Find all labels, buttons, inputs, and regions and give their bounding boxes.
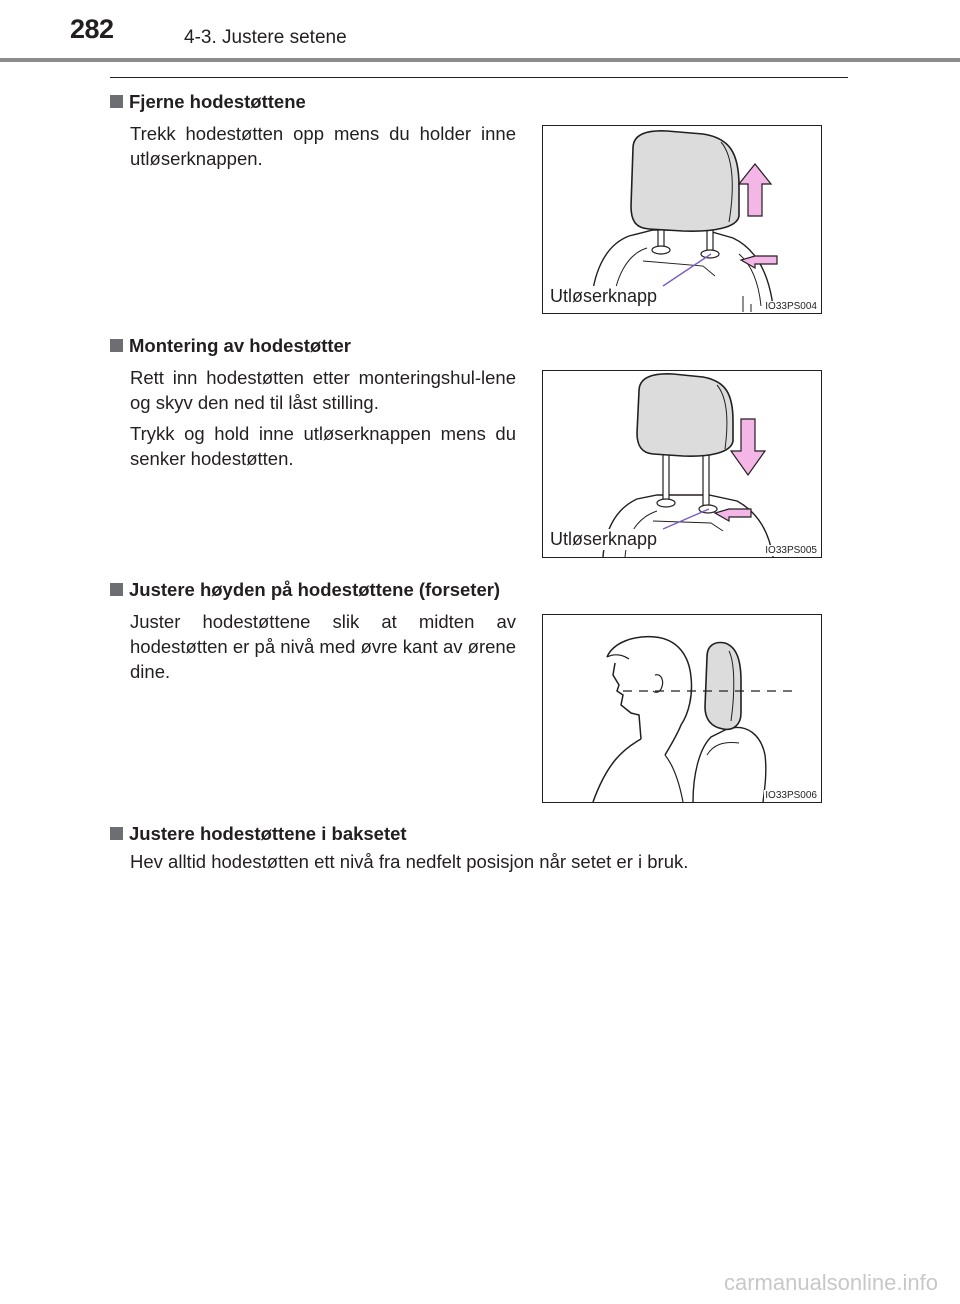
heading-install-headrest: Montering av hodestøtter bbox=[110, 335, 351, 357]
heading-rear-headrests: Justere hodestøttene i baksetet bbox=[110, 823, 407, 845]
section-title: 4-3. Justere setene bbox=[184, 27, 347, 48]
heading-remove-headrest: Fjerne hodestøttene bbox=[110, 91, 306, 113]
square-bullet-icon bbox=[110, 583, 123, 596]
heading-adjust-height: Justere høyden på hodestøttene (forseter) bbox=[110, 579, 500, 601]
release-button-label: Utløserknapp bbox=[550, 529, 658, 549]
header-divider bbox=[0, 58, 960, 62]
paragraph-rear-headrests: Hev alltid hodestøtten ett nivå fra nedfelt posisjon når setet er i bruk. bbox=[130, 851, 689, 872]
paragraph-adjust-height: Juster hodestøttene slik at midten av hodestøtten er på nivå med øvre kant av ørene dine. bbox=[130, 611, 516, 682]
figure-remove-headrest bbox=[542, 125, 822, 314]
release-button-label: Utløserknapp bbox=[550, 286, 658, 306]
figure-install-headrest bbox=[542, 370, 822, 558]
figure-code: IO33PS006 bbox=[765, 790, 817, 801]
square-bullet-icon bbox=[110, 827, 123, 840]
figure-headrest-height bbox=[542, 614, 822, 803]
page-number: 282 bbox=[70, 14, 114, 44]
headrest-height-illustration bbox=[543, 615, 821, 802]
headrest-removal-illustration bbox=[543, 126, 821, 313]
square-bullet-icon bbox=[110, 95, 123, 108]
content-rule bbox=[110, 77, 848, 78]
figure-code: IO33PS004 bbox=[765, 301, 817, 312]
square-bullet-icon bbox=[110, 339, 123, 352]
paragraph-install-release: Trykk og hold inne utløserknappen mens du senker hodestøtten. bbox=[130, 423, 516, 469]
paragraph-remove-headrest: Trekk hodestøtten opp mens du holder inne utløserknappen. bbox=[130, 123, 516, 169]
figure-code: IO33PS005 bbox=[765, 545, 817, 556]
watermark: carmanualsonline.info bbox=[723, 1270, 938, 1295]
paragraph-install-align: Rett inn hodestøtten etter monteringshul-lene og skyv den ned til låst stilling. bbox=[130, 367, 516, 413]
